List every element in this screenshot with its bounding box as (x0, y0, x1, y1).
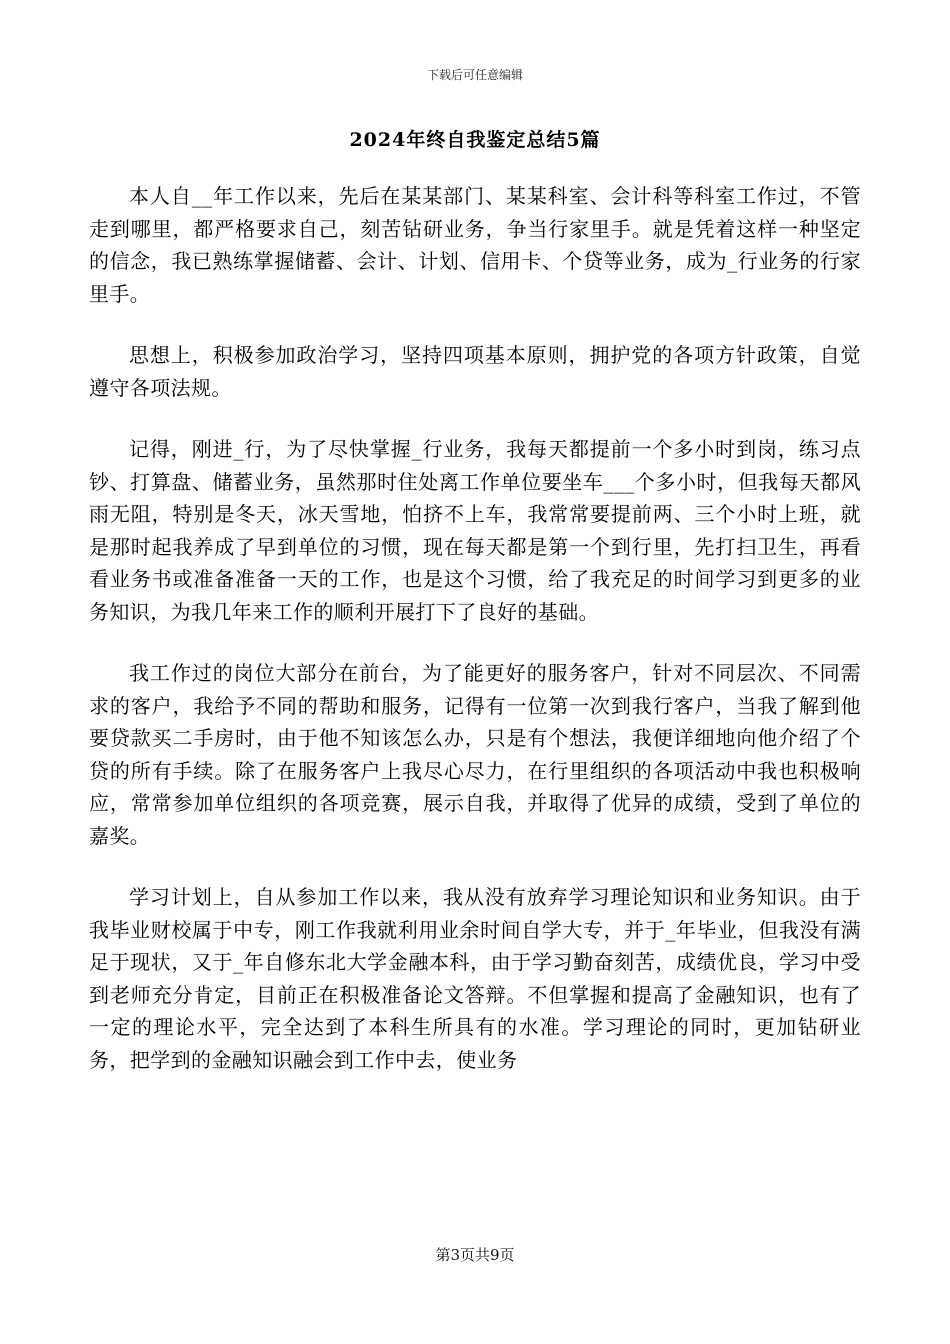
paragraph-1: 本人自__年工作以来，先后在某某部门、某某科室、会计科等科室工作过，不管走到哪里，都严格要求自己，刻苦钻研业务，争当行家里手。就是凭着这样一种坚定的信念，我已熟练掌握储蓄、会计、计划、信用卡、个贷等业务，成为_行业务的行家里手。 (89, 184, 861, 306)
paragraph-5: 学习计划上，自从参加工作以来，我从没有放弃学习理论知识和业务知识。由于我毕业财校属于中专，刚工作我就利用业余时间自学大专，并于_年毕业，但我没有满足于现状，又于_年自修东北大学金融本科，由于学习勤奋刻苦，成绩优良，学习中受到老师充分肯定，目前正在积极准备论文答辩。不但掌握和提高了金融知识，也有了一定的理论水平，完全达到了本科生所具有的水准。学习理论的同时，更加钻研业务，把学到的金融知识融会到工作中去，使业务 (89, 885, 861, 1072)
paragraph-3: 记得，刚进_行，为了尽快掌握_行业务，我每天都提前一个多小时到岗，练习点钞、打算盘、储蓄业务，虽然那时住处离工作单位要坐车___个多小时，但我每天都风雨无阻，特别是冬天，冰天雪地，怕挤不上车，我常常要提前两、三个小时上班，就是那时起我养成了早到单位的习惯，现在每天都是第一个到行里，先打扫卫生，再看看业务书或准备准备一天的工作，也是这个习惯，给了我充足的时间学习到更多的业务知识，为我几年来工作的顺利开展打下了良好的基础。 (89, 437, 861, 624)
header-note: 下载后可任意编辑 (426, 68, 523, 82)
paragraph-2: 思想上，积极参加政治学习，坚持四项基本原则，拥护党的各项方针政策，自觉遵守各项法规。 (89, 343, 861, 400)
page-title: 2024年终自我鉴定总结5篇 (349, 129, 601, 151)
paragraph-4: 我工作过的岗位大部分在前台，为了能更好的服务客户，针对不同层次、不同需求的客户，我给予不同的帮助和服务，记得有一位第一次到我行客户，当我了解到他要贷款买二手房时，由于他不知该怎么办，只是有个想法，我便详细地向他介绍了个贷的所有手续。除了在服务客户上我尽心尽力，在行里组织的各项活动中我也积极响应，常常参加单位组织的各项竞赛，展示自我，并取得了优异的成绩，受到了单位的嘉奖。 (89, 661, 861, 848)
document-body (89, 180, 861, 1105)
page-number: 第3页共9页 (435, 1246, 515, 1264)
